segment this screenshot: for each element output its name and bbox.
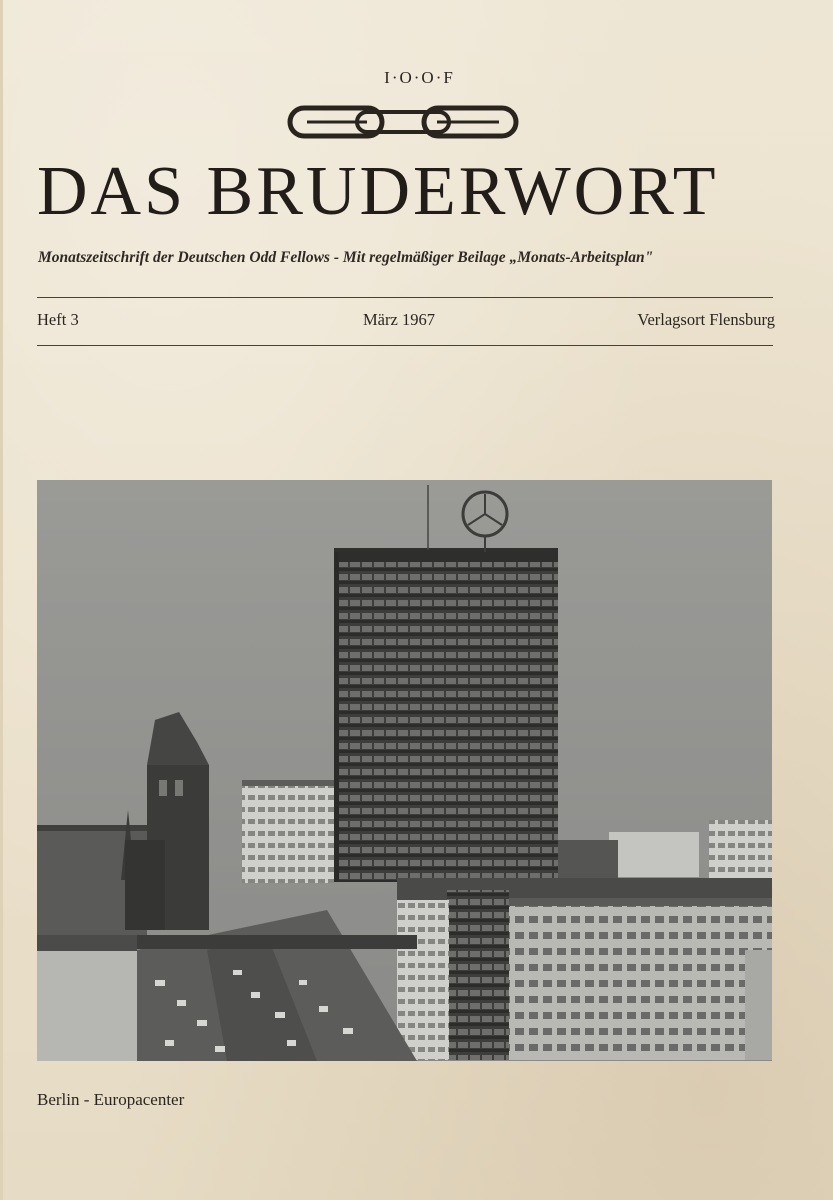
issue-info-row bbox=[37, 310, 775, 334]
magazine-subtitle: Monatszeitschrift der Deutschen Odd Fellows - Mit regelmäßiger Beilage „Monats-Arbeitsplan" bbox=[38, 249, 654, 266]
cover-photo-illustration bbox=[37, 480, 772, 1061]
chain-link-emblem-icon bbox=[287, 102, 519, 142]
divider-top bbox=[37, 297, 773, 298]
org-abbreviation: I·O·O·F bbox=[384, 68, 455, 87]
photo-caption: Berlin - Europacenter bbox=[37, 1090, 185, 1109]
publication-place: Verlagsort Flensburg bbox=[637, 310, 775, 329]
issue-number: Heft 3 bbox=[37, 310, 79, 329]
issue-date: März 1967 bbox=[363, 310, 435, 329]
magazine-title: DAS BRUDERWORT bbox=[37, 153, 719, 230]
divider-bottom bbox=[37, 345, 773, 346]
cover-photo bbox=[37, 480, 772, 1061]
